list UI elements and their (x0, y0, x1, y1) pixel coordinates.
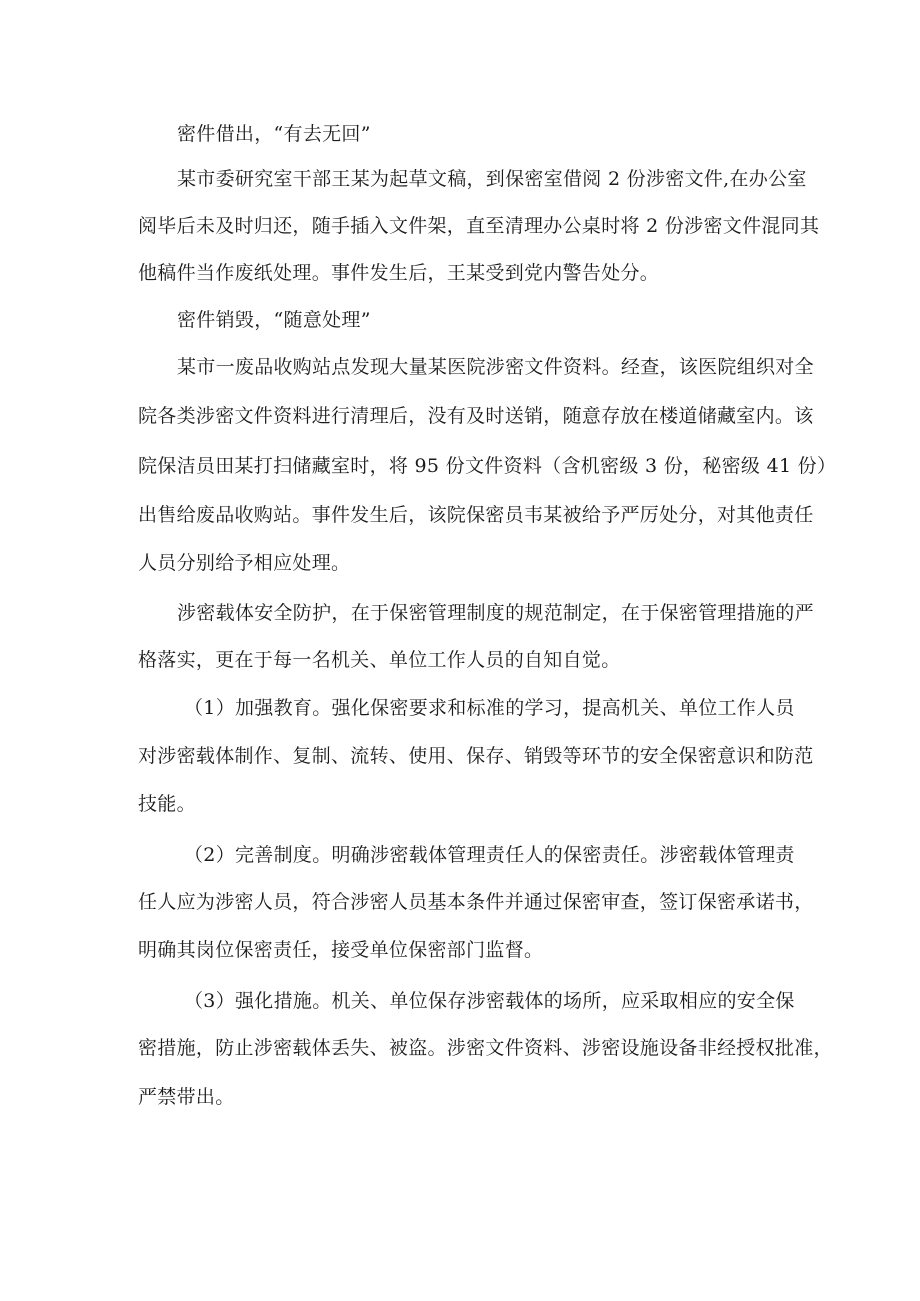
paragraph-line: 阅毕后未及时归还，随手插入文件架，直至清理办公桌时将 2 份涉密文件混同其 (138, 215, 820, 237)
paragraph-line: 某市一废品收购站点发现大量某医院涉密文件资料。经查，该医院组织对全 (177, 356, 814, 378)
paragraph-line: 人员分别给予相应处理。 (138, 552, 351, 574)
case-heading-2: 密件销毁，“随意处理” (177, 309, 371, 331)
paragraph-line: 他稿件当作废纸处理。事件发生后，王某受到党内警告处分。 (138, 262, 660, 284)
paragraph-line: 院各类涉密文件资料进行清理后，没有及时送销，随意存放在楼道储藏室内。该 (138, 405, 814, 427)
paragraph-line: 严禁带出。 (138, 1086, 235, 1108)
paragraph-line: 对涉密载体制作、复制、流转、使用、保存、销毁等环节的安全保密意识和防范 (138, 745, 814, 767)
paragraph-line: 出售给废品收购站。事件发生后，该院保密员韦某被给予严厉处分，对其他责任 (138, 504, 814, 526)
paragraph-line: 某市委研究室干部王某为起草文稿，到保密室借阅 2 份涉密文件,在办公室 (177, 168, 807, 190)
measure-item-1: （1）加强教育。强化保密要求和标准的学习，提高机关、单位工作人员 (184, 697, 795, 719)
measure-item-3: （3）强化措施。机关、单位保存涉密载体的场所，应采取相应的安全保 (184, 990, 795, 1012)
paragraph-line: 院保洁员田某打扫储藏室时，将 95 份文件资料（含机密级 3 份，秘密级 41 份） (138, 455, 837, 477)
paragraph-line: 技能。 (138, 793, 196, 815)
paragraph-line: 明确其岗位保密责任，接受单位保密部门监督。 (138, 939, 544, 961)
paragraph-line: 涉密载体安全防护，在于保密管理制度的规范制定，在于保密管理措施的严 (177, 602, 814, 624)
paragraph-line: 任人应为涉密人员，符合涉密人员基本条件并通过保密审查，签订保密承诺书， (138, 891, 814, 913)
paragraph-line: 密措施，防止涉密载体丢失、被盗。涉密文件资料、涉密设施设备非经授权批准， (138, 1037, 833, 1059)
measure-item-2: （2）完善制度。明确涉密载体管理责任人的保密责任。涉密载体管理责 (184, 844, 795, 866)
paragraph-line: 格落实，更在于每一名机关、单位工作人员的自知自觉。 (138, 649, 621, 671)
case-heading-1: 密件借出，“有去无回” (177, 123, 371, 145)
